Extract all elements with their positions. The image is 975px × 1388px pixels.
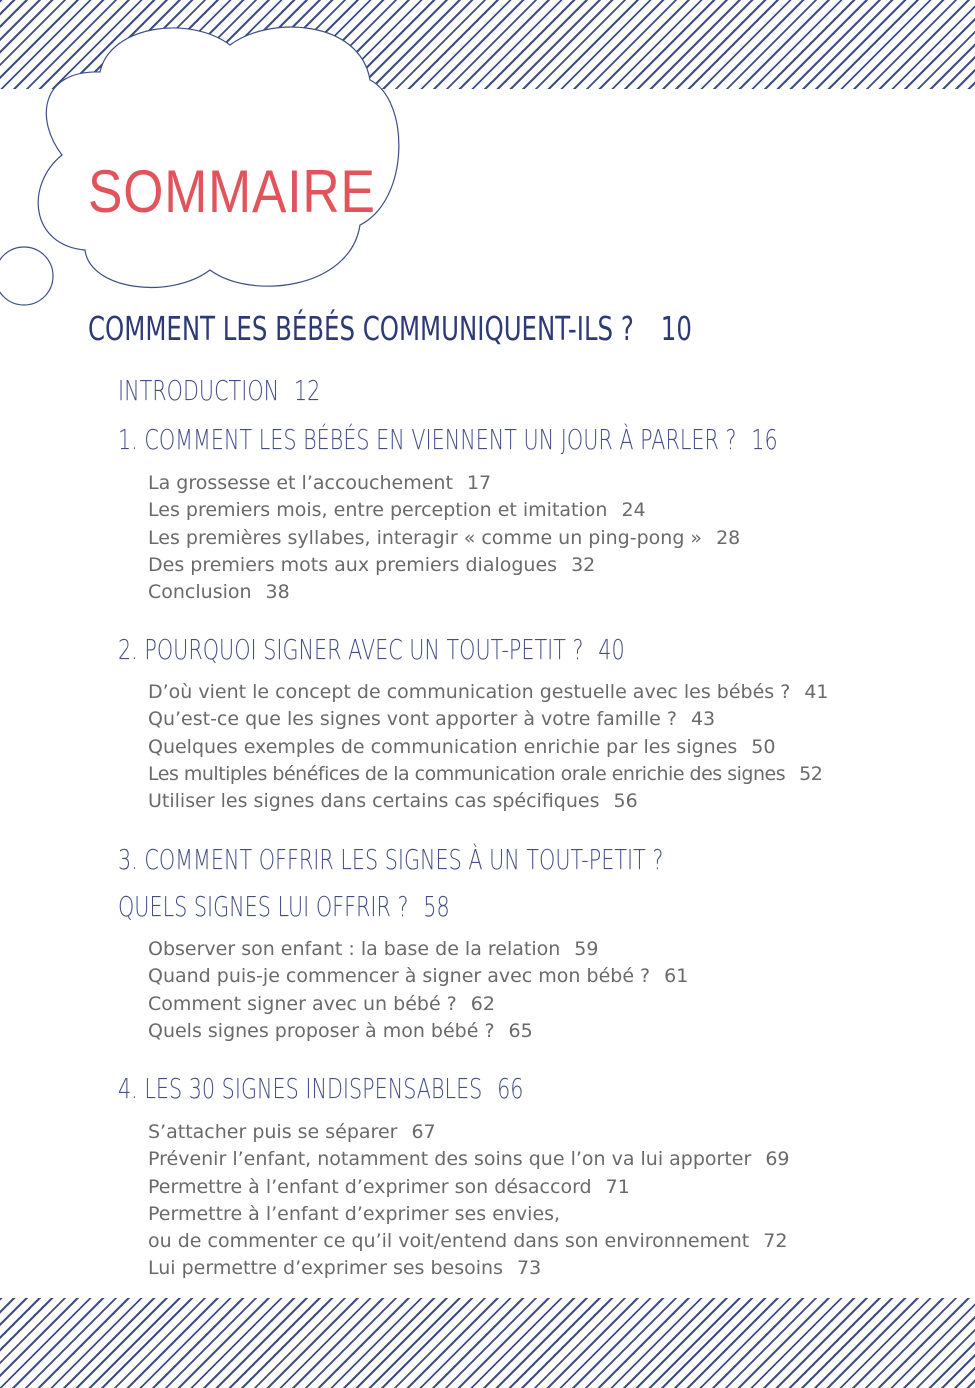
intro-page: 12 [293, 374, 321, 407]
toc-entry-label: S’attacher puis se séparer [148, 1121, 398, 1143]
chapter-heading-4 [118, 1072, 524, 1105]
toc-entry [148, 1201, 790, 1228]
chapter-label: 1. COMMENT LES BÉBÉS EN VIENNENT UN JOUR À PARLER ? [118, 423, 737, 456]
chapter-page: 16 [751, 423, 778, 456]
chapter-4-entries [148, 1119, 790, 1283]
chapter-1-entries [148, 470, 740, 606]
toc-entry [148, 936, 688, 963]
toc-entry-page: 73 [516, 1257, 542, 1280]
toc-entry-label: La grossesse et l’accouchement [148, 472, 453, 494]
toc-entry-page: 41 [804, 681, 829, 703]
toc-entry [148, 706, 829, 733]
page-title: SOMMAIRE [88, 158, 376, 225]
toc-entry [148, 1228, 790, 1255]
toc-entry-page: 28 [716, 526, 741, 549]
toc-entry-page: 17 [466, 472, 492, 494]
toc-entry-label: Observer son enfant : la base de la relation [148, 938, 561, 960]
toc-entry-page: 52 [799, 762, 823, 785]
chapter-page: 40 [598, 633, 625, 666]
toc-entry-page: 72 [763, 1230, 788, 1253]
chapter-label: 4. LES 30 SIGNES INDISPENSABLES [118, 1072, 483, 1105]
toc-entry-page: 24 [621, 499, 646, 522]
toc-entry [148, 991, 688, 1018]
chapter-label: 3. COMMENT OFFRIR LES SIGNES À UN TOUT-PETIT ? [118, 843, 664, 876]
part-heading-label: COMMENT LES BÉBÉS COMMUNIQUENT-ILS ? [88, 309, 634, 348]
toc-entry [148, 470, 740, 497]
toc-entry-label: Lui permettre d’exprimer ses besoins [148, 1257, 503, 1280]
toc-entry-label: ou de commenter ce qu’il voit/entend dans son environnement [148, 1230, 750, 1253]
toc-entry-page: 32 [571, 553, 596, 576]
toc-entry-page: 61 [664, 965, 689, 988]
toc-entry-label: Les multiples bénéfices de la communication orale enrichie des signes [148, 762, 786, 785]
chapter-page: 58 [423, 890, 450, 923]
intro-label: INTRODUCTION [118, 374, 280, 407]
toc-entry [148, 1255, 790, 1282]
toc-entry [148, 579, 740, 606]
chapter-label: 2. POURQUOI SIGNER AVEC UN TOUT-PETIT ? [118, 633, 584, 666]
toc-entry [148, 1119, 790, 1146]
toc-entry-page: 67 [411, 1121, 436, 1143]
chapter-heading-3-line2 [118, 890, 450, 923]
toc-entry-label: Quels signes proposer à mon bébé ? [148, 1019, 495, 1042]
chapter-label: QUELS SIGNES LUI OFFRIR ? [118, 890, 409, 923]
chapter-page: 66 [497, 1072, 524, 1105]
chapter-heading-1 [118, 423, 778, 456]
part-heading-page: 10 [660, 309, 692, 348]
toc-entry-page: 69 [765, 1148, 790, 1171]
bottom-stripe-band [0, 1298, 975, 1388]
toc-entry [148, 552, 740, 579]
toc-entry-label: Prévenir l’enfant, notamment des soins que l’on va lui apporter [148, 1148, 752, 1171]
toc-entry-label: Les premières syllabes, interagir « comme un ping-pong » [148, 526, 703, 549]
toc-entry-page: 65 [508, 1019, 533, 1042]
toc-entry-label: Comment signer avec un bébé ? [148, 992, 457, 1015]
chapter-2-entries [148, 679, 829, 815]
toc-entry-page: 50 [751, 735, 776, 758]
toc-entry [148, 963, 688, 990]
toc-entry [148, 734, 829, 761]
toc-entry [148, 1174, 790, 1201]
toc-entry-page: 38 [265, 581, 290, 604]
toc-entry [148, 761, 829, 788]
chapter-3-entries [148, 936, 688, 1045]
toc-entry [148, 1018, 688, 1045]
toc-entry-page: 56 [613, 790, 638, 813]
chapter-heading-3-line1 [118, 843, 664, 876]
toc-entry-page: 71 [605, 1175, 630, 1198]
toc-entry-label: Des premiers mots aux premiers dialogues [148, 553, 558, 576]
toc-entry-label: Les premiers mois, entre perception et imitation [148, 499, 608, 522]
toc-entry [148, 1146, 790, 1173]
toc-entry-label: Utiliser les signes dans certains cas spécifiques [148, 790, 600, 813]
chapter-heading-2 [118, 633, 625, 666]
toc-entry-label: Quand puis-je commencer à signer avec mon bébé ? [148, 965, 651, 988]
toc-entry-label: Permettre à l’enfant d’exprimer ses envies, [148, 1202, 561, 1225]
toc-entry-page: 62 [470, 992, 495, 1015]
toc-entry-page: 43 [690, 708, 716, 731]
toc-entry [148, 788, 829, 815]
toc-entry [148, 497, 740, 524]
toc-entry [148, 525, 740, 552]
intro-heading [118, 374, 321, 407]
toc-entry-label: Qu’est-ce que les signes vont apporter à votre famille ? [148, 708, 677, 731]
toc-entry-label: D’où vient le concept de communication gestuelle avec les bébés ? [148, 681, 791, 703]
part-heading [88, 309, 692, 348]
toc-entry [148, 679, 829, 706]
toc-entry-label: Quelques exemples de communication enrichie par les signes [148, 735, 738, 758]
toc-entry-label: Permettre à l’enfant d’exprimer son désaccord [148, 1175, 592, 1198]
toc-entry-label: Conclusion [148, 581, 252, 604]
toc-entry-page: 59 [574, 938, 599, 960]
